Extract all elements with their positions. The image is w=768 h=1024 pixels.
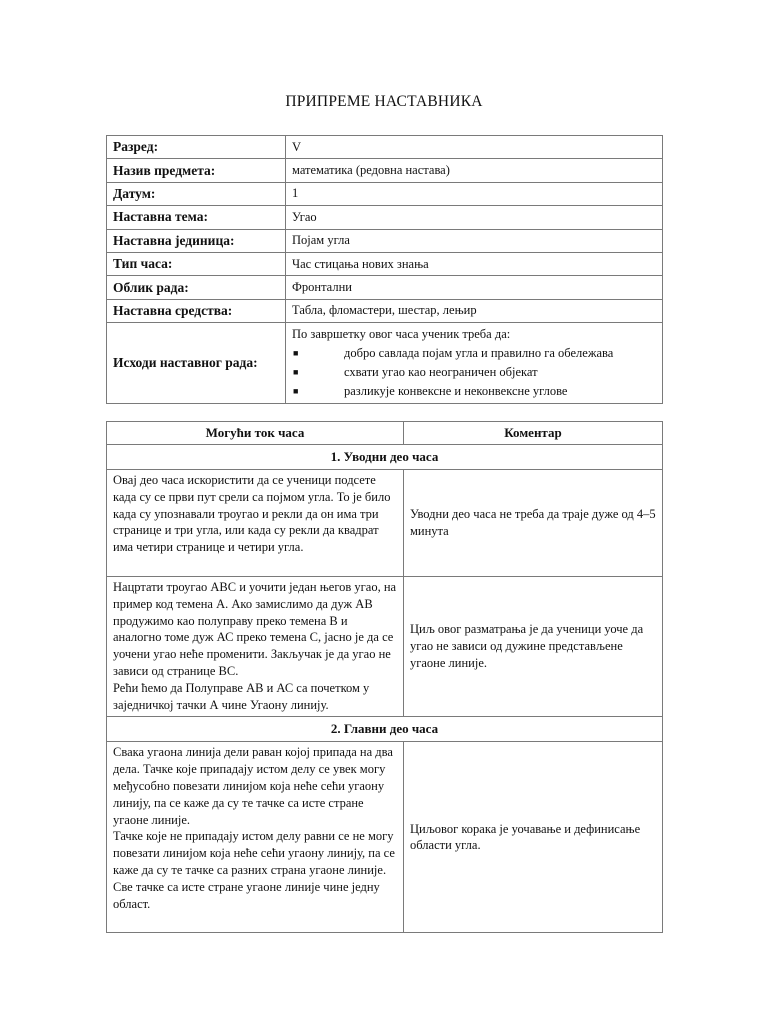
- section-title-intro: 1. Уводни део часа: [107, 445, 663, 470]
- info-row-date: [107, 182, 663, 205]
- outcome-text: разликује конвексне и неконвексне углове: [344, 384, 568, 399]
- info-row-unit: [107, 229, 663, 252]
- work-form-value: Фронтални: [286, 276, 663, 299]
- subject-label: Назив предмета:: [107, 159, 286, 182]
- work-form-label: Облик рада:: [107, 276, 286, 299]
- info-row-subject: [107, 159, 663, 182]
- date-label: Датум:: [107, 182, 286, 205]
- lesson-type-label: Тип часа:: [107, 252, 286, 275]
- section-title-main: 2. Главни део часа: [107, 717, 663, 742]
- flow-paragraph: Рећи ћемо да Полуправе АВ и АС са почетком у заједничкој тачки А чине Угаону линију.: [113, 680, 370, 712]
- document-title: ПРИПРЕМЕ НАСТАВНИКА: [285, 93, 483, 110]
- bullet-icon: ■: [293, 386, 299, 397]
- flow-header-row: [107, 422, 663, 445]
- unit-label: Наставна јединица:: [107, 229, 286, 252]
- section-row: [107, 445, 663, 470]
- info-row-materials: [107, 299, 663, 322]
- info-row-outcomes: [107, 323, 663, 404]
- flow-comment-cell: Уводни део часа не треба да траје дуже од 4–5 минута: [404, 470, 663, 577]
- flow-row: [107, 577, 663, 717]
- flow-paragraph: Свака угаона линија дели раван којој припада на два дела. Тачке које припадају истом делу се увек могу међусобно повезати линијом која неће сећи угаону линију, па се каже да су те тачке са исте стране угаоне линије.: [113, 745, 393, 827]
- flow-main-cell: [107, 577, 404, 717]
- info-row-lesson-type: [107, 252, 663, 275]
- grade-value: V: [286, 136, 663, 159]
- outcome-item: [292, 382, 656, 401]
- outcome-text: схвати угао као неограничен објекат: [344, 365, 538, 380]
- lesson-info-table: [106, 135, 663, 404]
- subject-value: математика (редовна настава): [286, 159, 663, 182]
- flow-comment-cell: Циљовог корака је уочавање и дефинисање области угла.: [404, 742, 663, 933]
- outcome-item: [292, 344, 656, 363]
- flow-main-cell: [107, 470, 404, 577]
- flow-main-cell: [107, 742, 404, 933]
- flow-paragraph: Нацртати троугао АВС и уочити један његов угао, на пример код темена А. Ако замислимо да дуж АВ продужимо као полуправу преко темена В и аналогно томе дуж АС преко темена С, јасно је да се уочени угао неће променити. Закључак је да угао не зависи од странице ВС.: [113, 580, 397, 678]
- materials-value: Табла, фломастери, шестар, лењир: [286, 299, 663, 322]
- bullet-icon: ■: [293, 348, 299, 359]
- info-row-work-form: [107, 276, 663, 299]
- flow-header-course: Могући ток часа: [107, 422, 404, 445]
- materials-label: Наставна средства:: [107, 299, 286, 322]
- flow-row: [107, 742, 663, 933]
- unit-value: Појам угла: [286, 229, 663, 252]
- flow-paragraph: Овај део часа искористити да се ученици подсете када су се први пут срели са појмом угла. То је било када су упознавали троугао и рекли да он има три странице и три угла, или када су рекли да квадрат има четири странице и четири угла.: [113, 473, 391, 555]
- bullet-icon: ■: [293, 367, 299, 378]
- lesson-type-value: Час стицања нових знања: [286, 252, 663, 275]
- info-row-topic: [107, 206, 663, 229]
- flow-comment-cell: Циљ овог разматрања је да ученици уоче да угао не зависи од дужине представљене угаоне линије.: [404, 577, 663, 717]
- outcomes-intro: По завршетку овог часа ученик треба да:: [292, 327, 511, 342]
- flow-header-comment: Коментар: [404, 422, 663, 445]
- grade-label: Разред:: [107, 136, 286, 159]
- topic-label: Наставна тема:: [107, 206, 286, 229]
- date-value: 1: [286, 182, 663, 205]
- outcomes-cell: [286, 323, 663, 404]
- lesson-flow-table: [106, 421, 663, 933]
- section-row: [107, 717, 663, 742]
- outcomes-label: Исходи наставног рада:: [107, 323, 286, 404]
- outcome-item: [292, 363, 656, 382]
- info-row-grade: [107, 136, 663, 159]
- flow-paragraph: Тачке које не припадају истом делу равни се не могу повезати линијом која неће сећи угаону линију, па се каже да су те тачке са разних страна угаоне линије.: [113, 829, 395, 877]
- outcome-text: добро савлада појам угла и правилно га обележава: [344, 346, 614, 361]
- topic-value: Угао: [286, 206, 663, 229]
- flow-paragraph: Све тачке са исте стране угаоне линије чине једну област.: [113, 879, 380, 911]
- flow-row: [107, 470, 663, 577]
